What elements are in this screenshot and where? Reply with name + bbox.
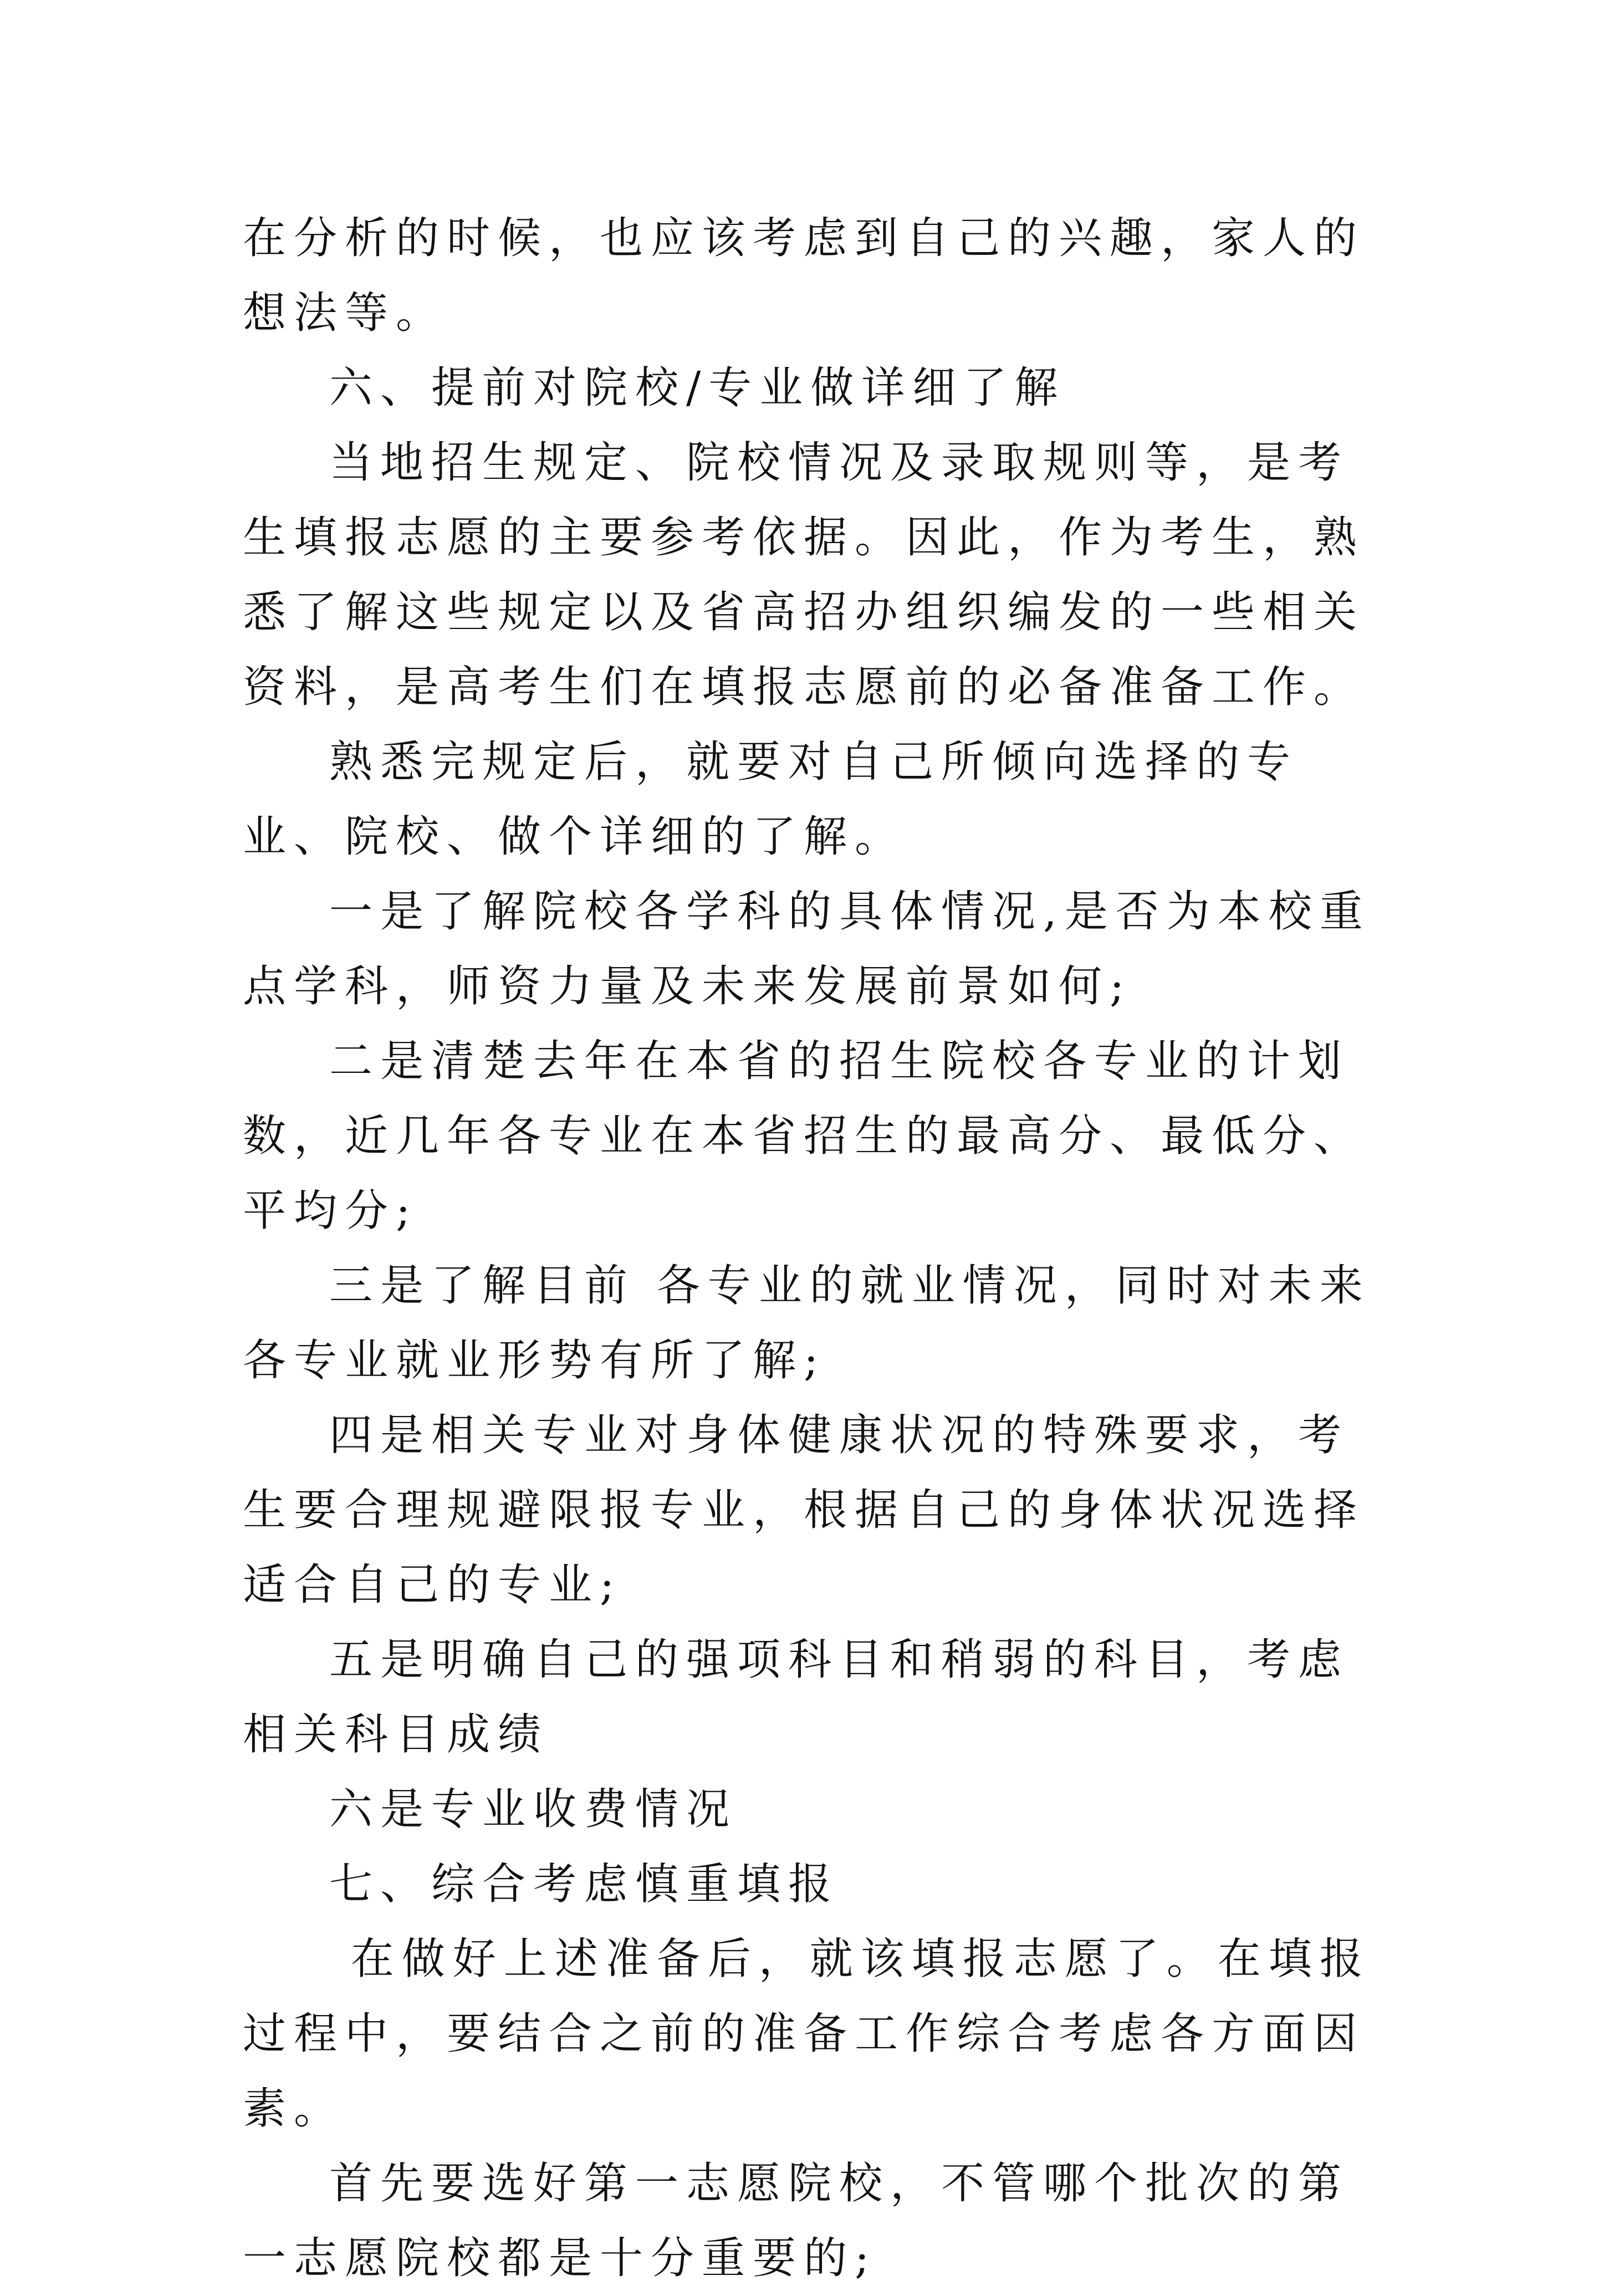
list-item-two: 二是清楚去年在本省的招生院校各专业的计划数，近几年各专业在本省招生的最高分、最低分、平均分; bbox=[243, 1036, 1365, 1236]
paragraph-after-rules: 熟悉完规定后，就要对自己所倾向选择的专业、院校、做个详细的了解。 bbox=[243, 737, 1299, 862]
list-item-one: 一是了解院校各学科的具体情况,是否为本校重点学科，师资力量及未来发展前景如何; bbox=[243, 887, 1371, 1011]
document-body bbox=[243, 201, 1373, 2296]
list-item-five: 五是明确自己的强项科目和稍弱的科目，考虑相关科目成绩 bbox=[243, 1635, 1350, 1760]
paragraph-fill-in: 在做好上述准备后，就该填报志愿了。在填报过程中，要结合之前的准备工作综合考虑各方面因素。 bbox=[243, 1934, 1371, 2134]
list-item-three: 三是了解目前 各专业的就业情况，同时对未来各专业就业形势有所了解; bbox=[243, 1261, 1371, 1385]
paragraph-interest-consideration: 在分析的时候，也应该考虑到自己的兴趣，家人的想法等。 bbox=[243, 213, 1365, 338]
section-heading-seven: 七、综合考虑慎重填报 bbox=[329, 1859, 840, 1909]
list-item-four: 四是相关专业对身体健康状况的特殊要求，考生要合理规避限报专业，根据自己的身体状况选择适合自己的专业; bbox=[243, 1410, 1365, 1610]
section-heading-six: 六、提前对院校/专业做详细了解 bbox=[329, 363, 1066, 413]
paragraph-admission-rules: 当地招生规定、院校情况及录取规则等，是考生填报志愿的主要参考依据。因此，作为考生，熟悉了解这些规定以及省高招办组织编发的一些相关资料，是高考生们在填报志愿前的必备准备工作。 bbox=[243, 438, 1365, 712]
paragraph-first-choice: 首先要选好第一志愿院校，不管哪个批次的第一志愿院校都是十分重要的; bbox=[243, 2159, 1350, 2283]
list-item-six: 六是专业收费情况 bbox=[329, 1784, 738, 1834]
